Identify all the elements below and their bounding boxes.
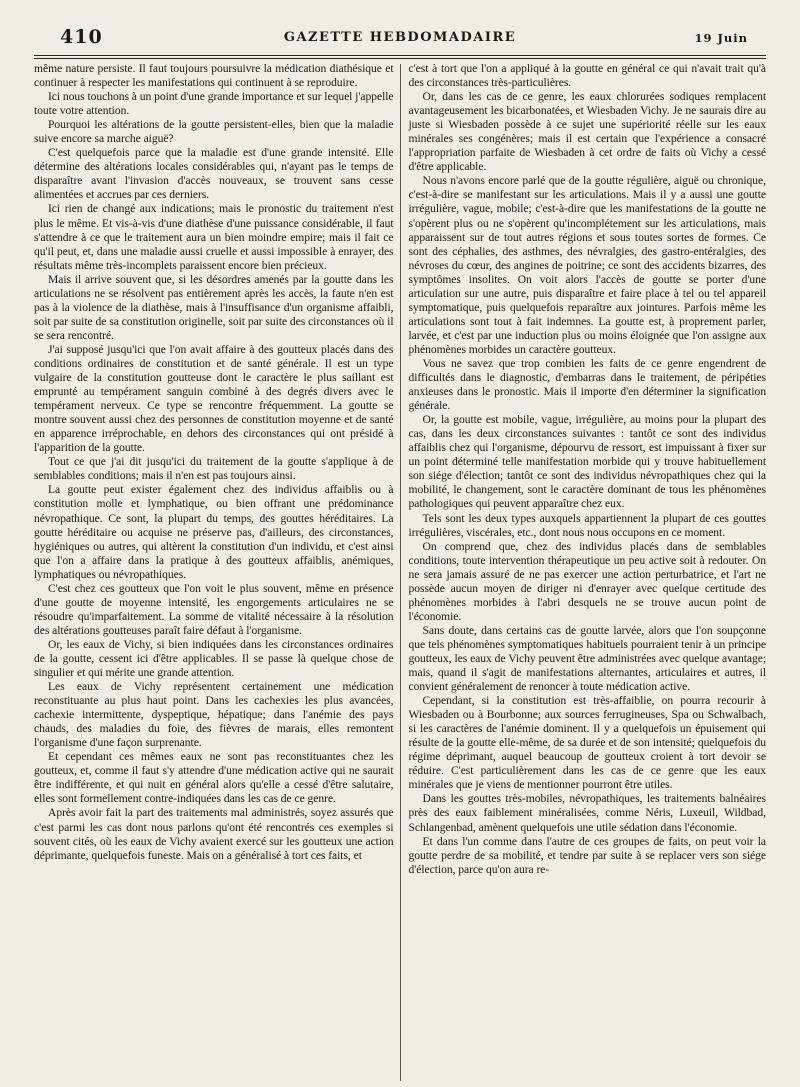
- page-number: 410: [60, 26, 103, 48]
- paragraph: Et dans l'un comme dans l'autre de ces groupes de faits, on peut voir la goutte perdre de sa mobilité, et tendre par suite à se replacer vers son siége d'élection, parce qu'on aura re-: [408, 834, 766, 876]
- paragraph: c'est à tort que l'on a appliqué à la goutte en général ce qui n'avait trait qu'à des circonstances très-particulières.: [408, 62, 766, 90]
- paragraph: même nature persiste. Il faut toujours poursuivre la médication diathésique et continuer à respecter les manifestations qui continuent à se reproduire.: [34, 62, 394, 90]
- paragraph: Les eaux de Vichy représentent certainement une médication reconstituante au plus haut point. Dans les cachexies les plus avancées, cachexie intermittente, dyspeptique, hépatique; dans l'anémie des pays chauds, des maladies du foie, des fièvres de marais, elles remontent l'organisme d'une façon surprenante.: [34, 680, 394, 750]
- text-columns: [34, 62, 766, 1081]
- paragraph: Ici rien de changé aux indications; mais le pronostic du traitement n'est plus le même. Et vis-à-vis d'une diathèse d'une puissance considérable, il faut s'attendre à ce que le traitement aura un bien moindre empire; mais il fait ce qu'il peut, et, dans une maladie aussi cruelle et aussi impossible à enrayer, des résultats même très-incomplets paraissent encore bien précieux.: [34, 202, 394, 272]
- paragraph: Tels sont les deux types auxquels appartiennent la plupart de ces gouttes irrégulières, viscérales, etc., dont nous nous occupons en ce moment.: [408, 511, 766, 539]
- publication-title: GAZETTE HEBDOMADAIRE: [283, 30, 517, 45]
- paragraph: Mais il arrive souvent que, si les désordres amenés par la goutte dans les articulations ne se résolvent pas entièrement après les accès, la faute n'en est pas à la violence de la diathèse, mais à l'insuffisance d'un organisme affaibli, soit par suite de sa constitution originelle, soit par suite des circonstances où il se sera rencontré.: [34, 272, 394, 342]
- paragraph: Tout ce que j'ai dit jusqu'ici du traitement de la goutte s'applique à de semblables conditions; mais il n'en est pas toujours ainsi.: [34, 455, 394, 483]
- paragraph: Ici nous touchons à un point d'une grande importance et sur lequel j'appelle toute votre attention.: [34, 90, 394, 118]
- paragraph: Or, les eaux de Vichy, si bien indiquées dans les circonstances ordinaires de la goutte, cessent ici d'être applicables. Il se passe là quelque chose de singulier et qui mérite une grande attention.: [34, 637, 394, 680]
- paragraph: Or, dans les cas de ce genre, les eaux chlorurées sodiques remplacent avantageusement les bicarbonatées, et Wiesbaden Vichy. Je ne saurais dire au juste si Wiesbaden possède à ce sujet une supériorité réelle sur les eaux minérales ses congénères; mais il est certain que l'expérience a consacré l'appropriation parfaite de Wiesbaden à cet ordre de faits où Vichy a cessé d'être applicable.: [408, 90, 766, 174]
- paragraph: La goutte peut exister également chez des individus affaiblis ou à constitution molle et lymphatique, ou bien offrant une prédominance névropathique. Ce sont, la plupart du temps, des gouttes héréditaires. La goutte héréditaire ou acquise ne préserve pas, d'ailleurs, des circonstances, hygiéniques ou autres, qui altèrent la constitution d'un individu, et c'est ainsi que l'on a affaire dans la pratique à des goutteux affaiblis, anémiques, lymphatiques ou névropathiques.: [34, 483, 394, 581]
- paragraph: Dans les gouttes très-mobiles, névropathiques, les traitements balnéaires près des eaux faiblement minéralisées, comme Néris, Luxeuil, Wildbad, Schlangenbad, amènent quelquefois une utile sédation dans l'économie.: [408, 792, 766, 834]
- paragraph: Après avoir fait la part des traitements mal administrés, soyez assurés que c'est parmi les cas dont nous parlons qu'ont été rencontrés ces exemples si souvent cités, où les eaux de Vichy avaient exercé sur les goutteux une action déprimante, quelquefois funeste. Mais on a généralisé à tort ces faits, et: [34, 806, 394, 862]
- paragraph: Vous ne savez que trop combien les faits de ce genre engendrent de difficultés dans le diagnostic, d'embarras dans le traitement, de péripéties anxieuses dans le pronostic. Mais il importe d'en déterminer la signification générale.: [408, 356, 766, 413]
- paragraph: On comprend que, chez des individus placés dans de semblables conditions, toute intervention thérapeutique un peu active soit à redouter. On ne sera jamais assuré de ne pas exercer une action perturbatrice, et l'art ne possède aucun moyen de diriger ni d'enrayer avec quelque certitude des phénomènes morbides à l'abri desquels ne se trouve aucun point de l'économie.: [408, 539, 766, 623]
- paragraph: Cependant, si la constitution est très-affaiblie, on pourra recourir à Wiesbaden ou à Bourbonne; aux sources ferrugineuses, Spa ou Schwalbach, si les caractères de l'anémie dominent. Il y a quelquefois un épuisement qui résulte de la goutte elle-même, de sa durée et de son intensité; quelquefois du régime déprimant, auquel beaucoup de goutteux croient à tort devoir se réduire. C'est particulièrement dans les cas de ce genre que les eaux minérales que je viens de mentionner pourront être utiles.: [408, 694, 766, 792]
- paragraph: Pourquoi les altérations de la goutte persistent-elles, bien que la maladie suive encore sa marche aiguë?: [34, 118, 394, 146]
- paragraph: Nous n'avons encore parlé que de la goutte régulière, aiguë ou chronique, c'est-à-dire se manifestant sur les articulations. Mais il y a aussi une goutte irrégulière, vague, mobile; c'est-à-dire que les manifestations de la goutte ne s'opèrent plus ou ne s'opèrent qu'incomplétement sur les articulations, mais apparaissent sur de tout autres régions et sous toutes sortes de formes. Ce sont des céphalies, des asthmes, des névralgies, des gastro-entéralgies, des névroses du cœur, des angines de poitrine; ce sont des accidents bizarres, des symptômes insolites. On voit alors l'accès de goutte se porter d'une articulation sur une autre, puis disparaître et faire place à tel ou tel appareil symptomatique, puis quelquefois reparaître aux jointures. Parfois même les articulations sont tout à fait indemnes. La goutte est, à proprement parler, larvée, et c'est par une induction plus ou moins éloignée que l'on assigne aux phénomènes morbides un caractère goutteux.: [408, 174, 766, 356]
- paragraph: J'ai supposé jusqu'ici que l'on avait affaire à des goutteux placés dans des conditions ordinaires de constitution et de santé générale. Il est un type vulgaire de la constitution goutteuse dont le caractère le plus saillant est emprunté au tempérament sanguin combiné à des degrés divers avec le tempérament nerveux. Ce type se rencontre fréquemment. La goutte se montre souvent aussi chez des personnes de constitution moyenne et de santé en apparence irréprochable, en dehors des circonstances qui ont présidé à l'apparition de la goutte.: [34, 342, 394, 455]
- right-column: [401, 62, 767, 1081]
- paragraph: Et cependant ces mêmes eaux ne sont pas reconstituantes chez les goutteux, et, comme il faut s'y attendre d'une médication active qui ne saurait être indifférente, et qui nuit en général alors qu'elle a cessé d'être salutaire, elles sont formellement contre-indiquées dans les cas de ce genre.: [34, 750, 394, 806]
- left-column: [34, 62, 400, 1081]
- paragraph: C'est quelquefois parce que la maladie est d'une grande intensité. Elle détermine des altérations locales considérables qui, n'ayant pas le temps de disparaître avant l'invasion d'accès nouveaux, se trouvent sans cesse alimentées et accrues par ces derniers.: [34, 146, 394, 202]
- header-rule: [34, 55, 766, 59]
- page-header: [34, 26, 766, 48]
- paragraph: Sans doute, dans certains cas de goutte larvée, alors que l'on soupçonne que tels phénomènes symptomatiques habituels pourraient tenir à un principe goutteux, les eaux de Vichy peuvent être administrées avec quelque avantage; mais, quand il s'agit de manifestations alternantes, articulaires et autres, il convient généralement de renoncer à toute médication active.: [408, 623, 766, 694]
- issue-date: 19 Juin: [694, 31, 748, 45]
- paragraph: C'est chez ces goutteux que l'on voit le plus souvent, même en présence d'une goutte de moyenne intensité, les engorgements articulaires ne se résoudre qu'imparfaitement. La somme de vitalité nécessaire à la résolution des altérations goutteuses paraît faire défaut à l'organisme.: [34, 581, 394, 637]
- paragraph: Or, la goutte est mobile, vague, irrégulière, au moins pour la plupart des cas, dans les deux circonstances suivantes : tantôt ce sont des individus affaiblis chez qui l'organisme, dépourvu de ressort, est impuissant à fixer sur un point déterminé telle manifestation morbide qui y trouve habituellement son siége d'élection; tantôt ce sont des individus névropathiques chez qui la mobilité, le changement, sont le caractère dominant de tous les phénomènes pathologiques qui peuvent apparaître chez eux.: [408, 413, 766, 511]
